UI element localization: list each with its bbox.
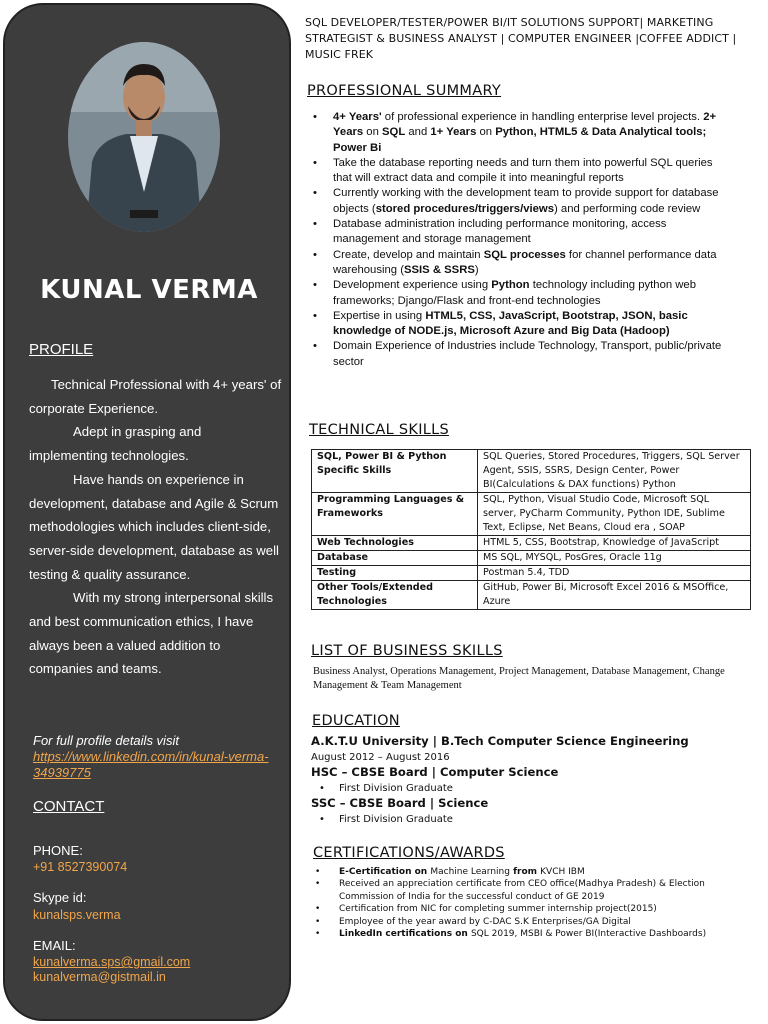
text: Development experience using: [333, 279, 492, 292]
text: Expertise in using: [333, 309, 426, 322]
person-silhouette-icon: [68, 42, 220, 232]
bold-text: 4+ Years': [333, 111, 382, 123]
skill-category: Programming Languages & Frameworks: [312, 493, 478, 536]
contact-heading: CONTACT: [33, 798, 105, 815]
certification-item: [311, 878, 731, 903]
summary-item: [305, 339, 725, 370]
phone-value: +91 8527390074: [33, 860, 128, 874]
summary-section: [305, 110, 725, 370]
skill-category: SQL, Power BI & Python Specific Skills: [312, 450, 478, 493]
table-row: [312, 493, 751, 536]
text: Machine Learning: [430, 867, 510, 877]
text: and: [405, 126, 431, 139]
skill-category: Database: [312, 551, 478, 566]
table-row: [312, 581, 751, 610]
sidebar: [3, 3, 291, 1021]
bold-text: SSIS & SSRS: [403, 263, 475, 276]
table-row: [312, 551, 751, 566]
text: Currently working with the development team to provide support for database objects (: [333, 187, 719, 215]
text: SQL 2019, MSBI & Power BI(Interactive Dashboards): [470, 929, 707, 940]
technical-skills-heading: TECHNICAL SKILLS: [309, 422, 450, 438]
education-dates: August 2012 – August 2016: [311, 751, 450, 763]
certifications-heading: CERTIFICATIONS/AWARDS: [313, 845, 505, 861]
business-skills-text: Business Analyst, Operations Management, Project Management, Database Management, Change Management & Team Management: [313, 666, 725, 691]
profile-paragraph: Technical Professional with 4+ years' of corporate Experience.: [29, 377, 282, 416]
bold-text: HTML5, CSS, JavaScript, Bootstrap, JSON, basic knowledge of NODE.js, Microsoft Azure and Big Data (Hadoop): [333, 309, 688, 338]
education-bullet: • First Division Graduate: [311, 781, 751, 797]
skill-category: Testing: [312, 566, 478, 581]
skill-values: GitHub, Power Bi, Microsoft Excel 2016 & MSOffice, Azure: [478, 581, 751, 610]
text: ) and performing code review: [554, 202, 701, 215]
table-row: [312, 450, 751, 493]
email-label: EMAIL:: [33, 938, 76, 953]
text: on: [476, 126, 496, 139]
summary-item: [305, 110, 725, 156]
text: technology including python web frameworks; Django/Flask and front-end technologies: [333, 279, 696, 307]
email-link-primary[interactable]: kunalverma.sps@gmail.com: [33, 955, 191, 969]
skill-values: Postman 5.4, TDD: [478, 566, 751, 581]
text: ): [474, 263, 479, 276]
text: Domain Experience of Industries include Technology, Transport, public/private sector: [333, 340, 722, 368]
bold-text: 2+ Years: [333, 111, 717, 139]
profile-text: [29, 373, 283, 681]
summary-item: [305, 309, 725, 340]
text: Create, develop and maintain: [333, 248, 484, 261]
technical-skills-table: [311, 449, 751, 610]
summary-item: [305, 156, 725, 187]
candidate-name: KUNAL VERMA: [40, 275, 258, 305]
bold-text: SQL: [382, 126, 406, 139]
text: Received an appreciation certificate from CEO office(Madhya Pradesh) & Election Commission of India for the successful conduct of GE 2019: [339, 879, 705, 902]
bold-text: Python, HTML5 & Data Analytical tools; Power Bi: [333, 126, 707, 154]
certification-item: [311, 903, 731, 915]
certifications-list: [311, 866, 731, 940]
linkedin-link[interactable]: https://www.linkedin.com/in/kunal-verma-34939775: [33, 749, 269, 780]
skill-values: MS SQL, MYSQL, PosGres, Oracle 11g: [478, 551, 751, 566]
text: Certification from NIC for completing summer internship project(2015): [339, 904, 657, 915]
skill-category: Web Technologies: [312, 536, 478, 551]
skill-category: Other Tools/Extended Technologies: [312, 581, 478, 610]
education-heading: EDUCATION: [312, 713, 400, 729]
skill-values: SQL Queries, Stored Procedures, Triggers, SQL Server Agent, SSIS, SSRS, Design Center, Power BI(Calculations & DAX functions) Python: [478, 450, 751, 493]
text: on: [363, 126, 382, 139]
business-skills-heading: LIST OF BUSINESS SKILLS: [311, 643, 503, 659]
profile-paragraph: With my strong interpersonal skills and best communication ethics, I have always been a valued addition to companies and teams.: [29, 590, 274, 677]
education-title: SSC – CBSE Board | Science: [311, 796, 489, 810]
bold-text: from: [509, 867, 541, 877]
text: of professional experience in handling enterprise level projects.: [381, 111, 704, 123]
education-section: [311, 734, 751, 827]
profile-photo: [68, 42, 220, 232]
skill-values: HTML 5, CSS, Bootstrap, Knowledge of JavaScript: [478, 536, 751, 551]
education-title: A.K.T.U University | B.Tech Computer Science Engineering: [311, 734, 689, 748]
email-secondary: kunalverma@gistmail.in: [33, 970, 166, 984]
skype-label: Skype id:: [33, 890, 87, 905]
summary-list: [305, 110, 725, 370]
profile-paragraph: Adept in grasping and implementing technologies.: [29, 424, 202, 464]
visit-text: For full profile details visit: [33, 733, 179, 748]
profile-paragraph: Have hands on experience in development, database and Agile & Scrum methodologies which includes client-side, server-side development, database as well testing & quality assurance.: [29, 471, 279, 582]
summary-heading: PROFESSIONAL SUMMARY: [307, 83, 502, 99]
summary-item: [305, 186, 725, 217]
education-bullet: • First Division Graduate: [311, 812, 751, 828]
summary-item: [305, 248, 725, 279]
certifications-section: [311, 866, 731, 940]
phone-label: PHONE:: [33, 843, 83, 858]
profile-heading: PROFILE: [29, 341, 94, 358]
skype-value: kunalsps.verma: [33, 908, 121, 922]
skill-values: SQL, Python, Visual Studio Code, Microsoft SQL server, PyCharm Community, Python IDE, Sublime Text, Eclipse, Net Beans, Cloud era , SOAP: [478, 493, 751, 536]
bold-text: stored procedures/triggers/views: [375, 202, 555, 215]
bold-text: 1+ Years: [430, 126, 477, 139]
education-title: HSC – CBSE Board | Computer Science: [311, 765, 559, 779]
bold-text: E-Certification on: [339, 867, 431, 877]
headline: SQL DEVELOPER/TESTER/POWER BI/IT SOLUTIONS SUPPORT| MARKETING STRATEGIST & BUSINESS ANALYST | COMPUTER ENGINEER |COFFEE ADDICT | MUSIC FREK: [305, 16, 737, 61]
summary-item: [305, 217, 725, 248]
bold-text: Python: [491, 279, 530, 292]
certification-item: [311, 916, 731, 928]
text: for channel performance data warehousing (: [333, 248, 717, 276]
certification-item: [311, 928, 731, 940]
text: Employee of the year award by C-DAC S.K Enterprises/GA Digital: [339, 916, 631, 927]
text: Take the database reporting needs and turn them into powerful SQL queries that will extract data and compile it into meaningful reports: [333, 156, 713, 185]
certification-item: [311, 866, 731, 878]
table-row: [312, 536, 751, 551]
text: KVCH IBM: [540, 867, 585, 877]
linkedin-block: [33, 733, 283, 781]
bold-text: LinkedIn certifications on: [339, 929, 471, 940]
summary-item: [305, 278, 725, 309]
text: Database administration including performance monitoring, access management and storage management: [333, 218, 667, 246]
bold-text: SQL processes: [483, 248, 566, 261]
table-row: [312, 566, 751, 581]
